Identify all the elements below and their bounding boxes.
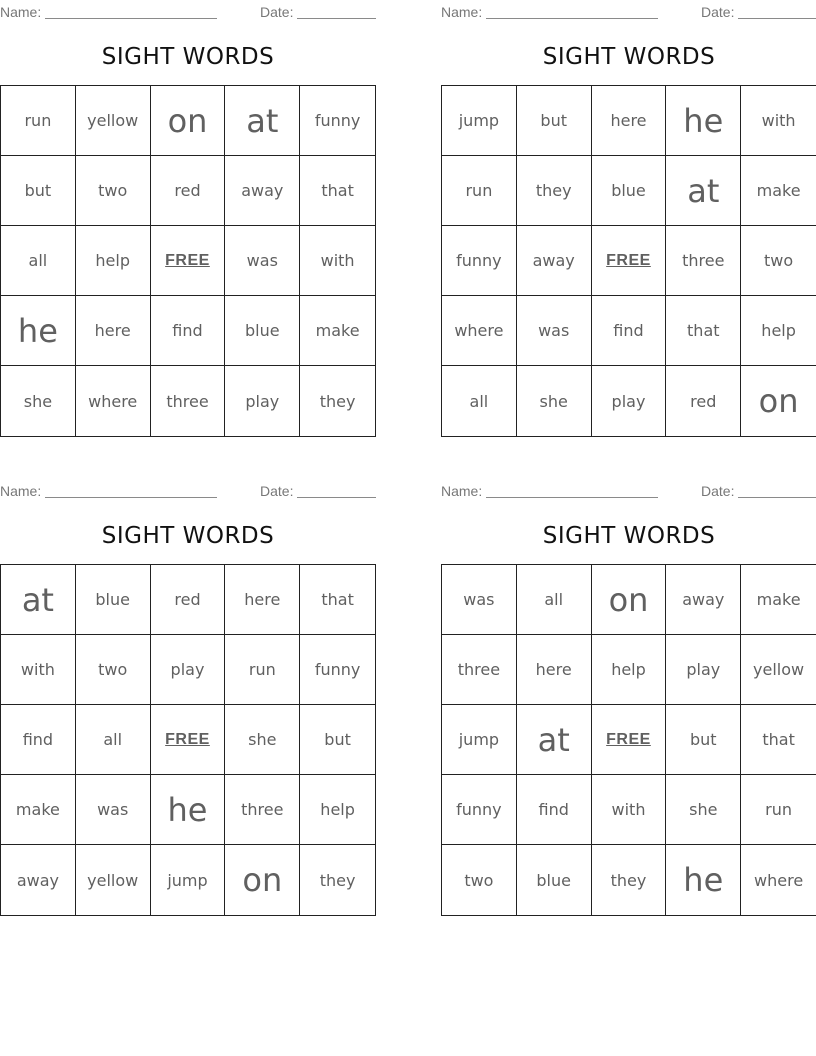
bingo-grid (0, 564, 376, 916)
word-cell: he (666, 845, 741, 915)
card-header (441, 481, 816, 501)
word-cell: make (300, 296, 375, 366)
word-cell: they (319, 870, 356, 890)
word-cell: two (442, 845, 517, 915)
card-title: SIGHT WORDS (542, 523, 716, 549)
word-cell: he (151, 775, 226, 845)
word-cell: play (666, 635, 741, 705)
word-cell: was (517, 296, 592, 366)
word-cell: at (1, 565, 76, 635)
card-title: SIGHT WORDS (101, 44, 275, 70)
word-cell: two (741, 226, 816, 296)
word-cell: that (666, 296, 741, 366)
word-cell: but (666, 705, 741, 775)
word-cell: was (76, 775, 151, 845)
word-cell: she (666, 775, 741, 845)
name-label: Name: (441, 4, 483, 20)
free-space: FREE (592, 705, 667, 775)
word-cell: with (741, 86, 816, 156)
word-cell: two (76, 156, 151, 226)
word-cell: red (151, 565, 226, 635)
word-cell: on (758, 382, 799, 420)
word-cell: help (300, 775, 375, 845)
word-cell: she (1, 366, 76, 436)
word-cell: three (442, 635, 517, 705)
word-cell: make (741, 565, 816, 635)
word-cell: blue (517, 845, 592, 915)
word-cell: help (741, 296, 816, 366)
word-cell: all (76, 705, 151, 775)
date-label: Date: (701, 483, 735, 499)
word-cell: at (666, 156, 741, 226)
date-label: Date: (260, 4, 294, 20)
name-line[interactable] (486, 497, 658, 498)
name-label: Name: (0, 483, 42, 499)
date-line[interactable] (297, 18, 376, 19)
word-cell: find (592, 296, 667, 366)
word-cell: he (1, 296, 76, 366)
date-label: Date: (701, 4, 735, 20)
word-cell: but (300, 705, 375, 775)
word-cell: at (225, 86, 300, 156)
word-cell: make (1, 775, 76, 845)
word-cell: on (225, 845, 300, 915)
word-cell: blue (225, 296, 300, 366)
word-cell: where (442, 296, 517, 366)
word-cell: away (225, 156, 300, 226)
card-header (441, 2, 816, 22)
name-line[interactable] (486, 18, 658, 19)
name-line[interactable] (45, 497, 217, 498)
word-cell: all (442, 366, 517, 436)
word-cell: was (225, 226, 300, 296)
word-cell: all (517, 565, 592, 635)
word-cell: play (151, 635, 226, 705)
word-cell: away (666, 565, 741, 635)
word-cell: here (592, 86, 667, 156)
bingo-grid (441, 85, 816, 437)
word-cell: funny (300, 635, 375, 705)
card-header (0, 2, 376, 22)
word-cell: red (666, 366, 741, 436)
word-cell: she (517, 366, 592, 436)
word-cell: he (666, 86, 741, 156)
word-cell: with (592, 775, 667, 845)
free-space: FREE (151, 226, 226, 296)
word-cell: blue (592, 156, 667, 226)
word-cell: three (666, 226, 741, 296)
word-cell: red (151, 156, 226, 226)
free-space: FREE (592, 226, 667, 296)
word-cell: run (741, 775, 816, 845)
word-cell: but (1, 156, 76, 226)
name-label: Name: (0, 4, 42, 20)
word-cell: away (1, 845, 76, 915)
word-cell: with (300, 226, 375, 296)
word-cell: all (1, 226, 76, 296)
word-cell: make (741, 156, 816, 226)
word-cell: they (517, 156, 592, 226)
word-cell: find (1, 705, 76, 775)
word-cell: that (300, 565, 375, 635)
date-line[interactable] (738, 497, 816, 498)
word-cell: here (517, 635, 592, 705)
word-cell: find (151, 296, 226, 366)
word-cell: away (517, 226, 592, 296)
date-line[interactable] (297, 497, 376, 498)
word-cell: blue (76, 565, 151, 635)
word-cell: they (319, 391, 356, 411)
free-space: FREE (151, 705, 226, 775)
word-cell: funny (300, 86, 375, 156)
word-cell: jump (442, 705, 517, 775)
word-cell: yellow (741, 635, 816, 705)
date-label: Date: (260, 483, 294, 499)
word-cell: she (225, 705, 300, 775)
word-cell: they (592, 845, 667, 915)
word-cell: help (592, 635, 667, 705)
word-cell: help (76, 226, 151, 296)
bingo-grid (441, 564, 816, 916)
card-title: SIGHT WORDS (542, 44, 716, 70)
word-cell: was (442, 565, 517, 635)
word-cell: funny (442, 775, 517, 845)
card-title: SIGHT WORDS (101, 523, 275, 549)
word-cell: three (225, 775, 300, 845)
name-line[interactable] (45, 18, 217, 19)
word-cell: yellow (76, 845, 151, 915)
word-cell: play (592, 366, 667, 436)
word-cell: on (592, 565, 667, 635)
word-cell: that (741, 705, 816, 775)
word-cell: but (517, 86, 592, 156)
word-cell: yellow (76, 86, 151, 156)
word-cell: where (754, 870, 804, 890)
word-cell: jump (442, 86, 517, 156)
word-cell: play (225, 366, 300, 436)
word-cell: two (76, 635, 151, 705)
word-cell: with (1, 635, 76, 705)
word-cell: run (1, 86, 76, 156)
name-label: Name: (441, 483, 483, 499)
word-cell: here (76, 296, 151, 366)
word-cell: here (225, 565, 300, 635)
word-cell: jump (151, 845, 226, 915)
word-cell: run (442, 156, 517, 226)
word-cell: that (300, 156, 375, 226)
word-cell: on (151, 86, 226, 156)
date-line[interactable] (738, 18, 816, 19)
word-cell: find (517, 775, 592, 845)
bingo-grid (0, 85, 376, 437)
card-header (0, 481, 376, 501)
word-cell: at (517, 705, 592, 775)
word-cell: three (151, 366, 226, 436)
word-cell: funny (442, 226, 517, 296)
word-cell: run (225, 635, 300, 705)
word-cell: where (76, 366, 151, 436)
